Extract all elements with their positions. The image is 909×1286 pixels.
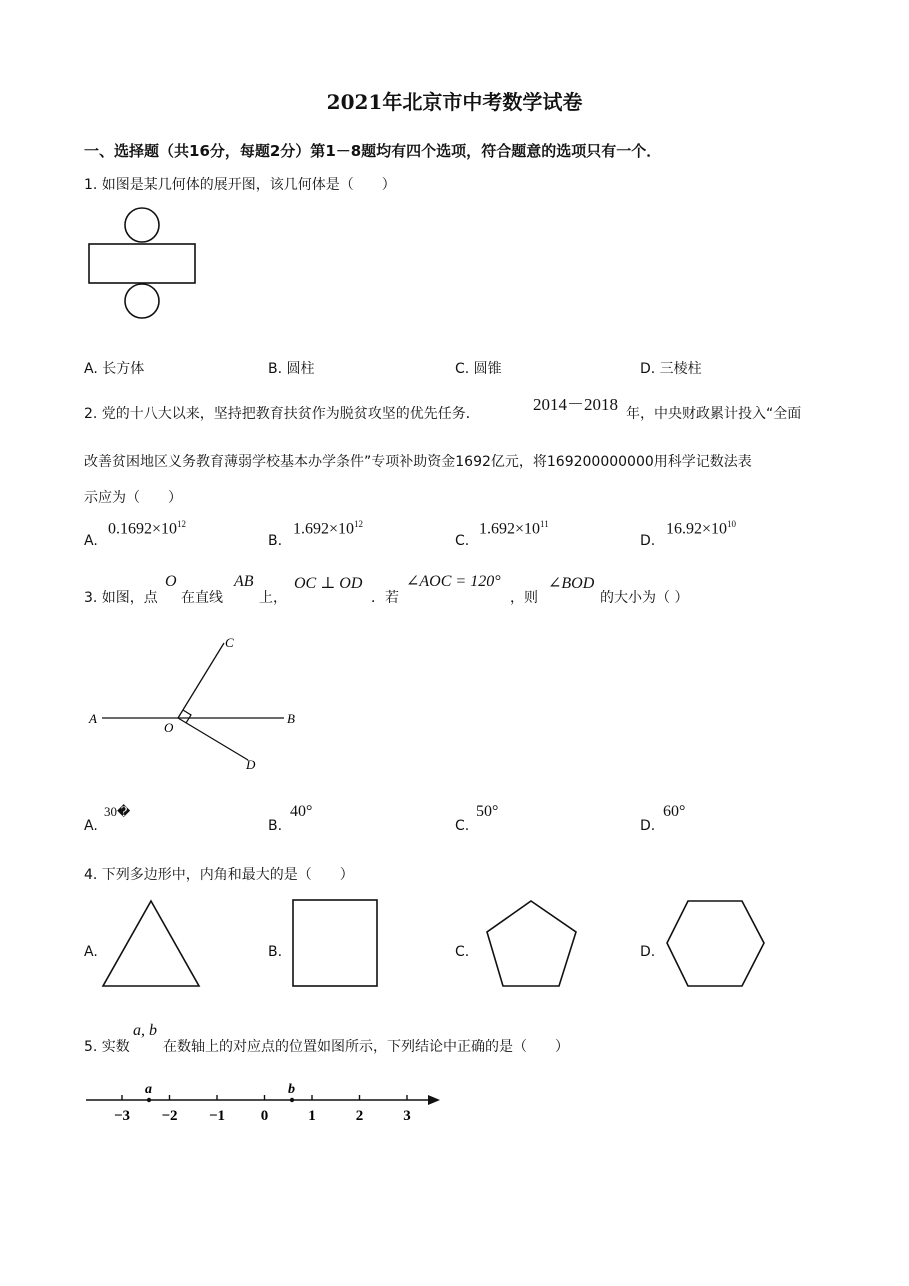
q5-stem-prefix: 5. 实数 [84,1039,130,1055]
q1-option-a[interactable]: A. 长方体 [84,361,145,377]
q2-option-b-letter[interactable]: B. [268,533,283,549]
q1-stem: 1. 如图是某几何体的展开图，该几何体是（ ） [84,177,396,193]
q3-stem-prefix: 3. 如图，点 [84,590,158,606]
q2-option-b-value[interactable]: $1.692\times 10^{12}$ [293,519,364,538]
q5-axis-arrow [428,1095,440,1105]
q3-stem-suffix: 的大小为（ ） [600,590,689,606]
q3-option-a-letter[interactable]: A. [84,818,98,834]
q5-point-b-dot [290,1098,294,1102]
q1-net-figure [84,204,204,324]
q3-ruo: ．若 [371,590,399,606]
q3-option-b-letter[interactable]: B. [268,818,283,834]
q3-option-c-letter[interactable]: C. [455,818,470,834]
q1-option-b[interactable]: B. 圆柱 [268,361,315,377]
q5-tick-label: 2 [355,1108,364,1124]
q3-option-b-value[interactable]: 40° [290,803,313,820]
q3-angle-figure [84,630,314,775]
q5-tick-label: 3 [403,1108,411,1124]
q3-label-o: O [164,720,174,735]
q1-option-d[interactable]: D. 三棱柱 [640,361,702,377]
q3-line-ab: AB [234,573,254,590]
q3-option-d-value[interactable]: 60° [663,803,686,820]
q1-option-c[interactable]: C. 圆锥 [455,361,502,377]
q4-pentagon [484,898,580,990]
q2-line1-start: 2. 党的十八大以来，坚持把教育扶贫作为脱贫攻坚的优先任务． [84,406,480,422]
q3-point-o: O [165,573,177,590]
q5-tick-label: 0 [260,1108,269,1124]
q2-years: 2014－2018 [533,395,618,414]
q1-bottom-circle [125,284,159,318]
q2-option-a-value[interactable]: $0.1692\times 10^{12}$ [108,519,187,538]
q2-option-d-letter[interactable]: D. [640,533,656,549]
q5-point-b-label: b [288,1082,295,1097]
q2-line3: 示应为（ ） [84,490,182,506]
q5-number-line [84,1078,444,1128]
q3-label-d: D [246,757,256,772]
q1-rectangle [89,244,195,283]
q2-option-c-letter[interactable]: C. [455,533,470,549]
q5-tick-label: 1 [308,1108,316,1124]
q5-tick-label: −2 [161,1108,178,1124]
q3-label-c: C [225,635,234,650]
q3-option-a-value[interactable]: 30� [104,804,131,819]
q2-line2: 改善贫困地区义务教育薄弱学校基本办学条件”专项补助资金1692亿元，将169200000000用科学记数法表 [84,454,752,470]
q5-vars: a, b [133,1022,157,1039]
q3-ray-od [178,718,248,760]
q4-square [291,898,379,988]
q3-on-line: 在直线 [181,590,223,606]
q4-hexagon [664,898,768,990]
q5-tick-label: −1 [208,1108,226,1124]
q3-angle-aoc: ∠AOC = 120° [406,573,501,590]
q3-option-d-letter[interactable]: D. [640,818,656,834]
q5-tick-label: −3 [113,1108,131,1124]
q4-option-b-letter[interactable]: B. [268,944,283,960]
q4-triangle [100,898,202,990]
q1-top-circle [125,208,159,242]
q3-perpendicular: OC ⊥ OD [294,575,363,592]
section-header: 一、选择题（共16分，每题2分）第1－8题均有四个选项，符合题意的选项只有一个． [84,142,662,160]
q5-stem-suffix: 在数轴上的对应点的位置如图所示，下列结论中正确的是（ ） [163,1039,569,1055]
q3-label-a: A [89,711,97,726]
q4-option-a-letter[interactable]: A. [84,944,98,960]
q3-angle-bod: ∠BOD [548,575,595,592]
q2-option-d-value[interactable]: $16.92\times 10^{10}$ [666,519,737,538]
q3-option-c-value[interactable]: 50° [476,803,499,820]
q2-option-c-value[interactable]: $1.692\times 10^{11}$ [479,519,549,538]
q5-point-a-dot [147,1098,151,1102]
q4-option-d-letter[interactable]: D. [640,944,656,960]
q5-point-a-label: a [145,1082,152,1097]
page-title: 2021年北京市中考数学试卷 [326,90,583,114]
q3-shang: 上， [259,590,287,606]
q3-ray-oc [178,643,224,718]
q3-label-b: B [287,711,295,726]
q2-option-a-letter[interactable]: A. [84,533,98,549]
q3-ze: ，则 [510,590,538,606]
q2-line1-end: 年，中央财政累计投入“全面 [626,406,802,422]
q4-option-c-letter[interactable]: C. [455,944,470,960]
q4-stem: 4. 下列多边形中，内角和最大的是（ ） [84,867,354,883]
